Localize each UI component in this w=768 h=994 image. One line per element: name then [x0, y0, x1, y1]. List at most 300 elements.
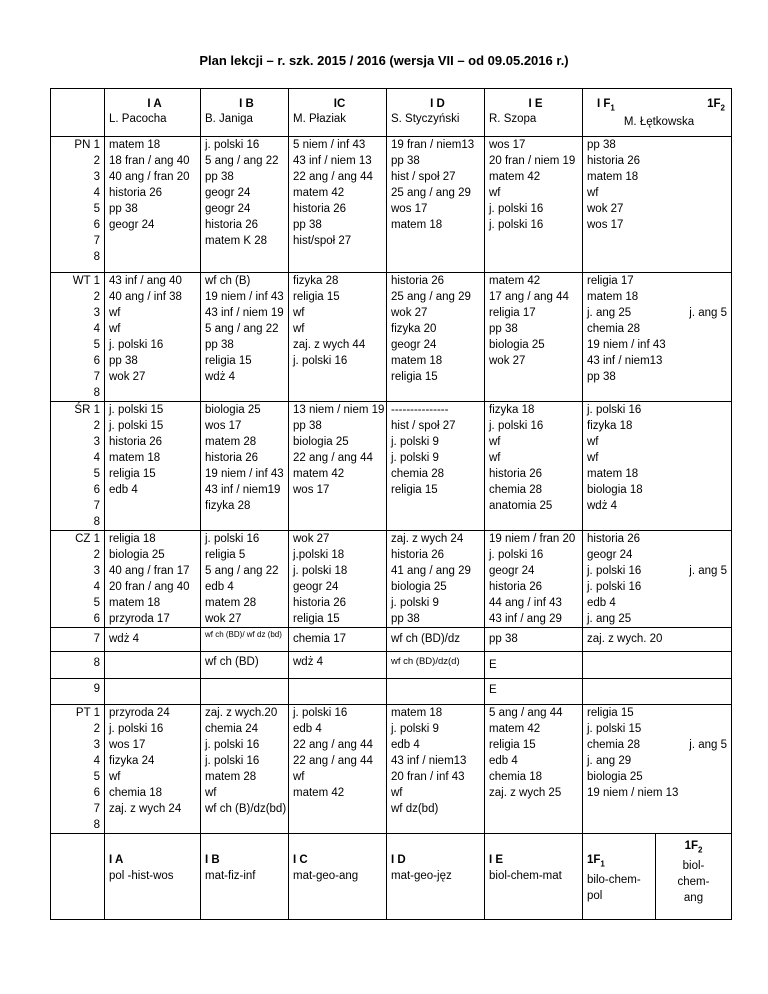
lesson-entry: matem 18: [391, 355, 443, 367]
lesson-entry: zaj. z wych 25: [489, 787, 562, 799]
day-block-sr: [51, 402, 732, 531]
lesson-entry: j. polski 16: [205, 533, 260, 545]
lesson-number: 2: [93, 420, 100, 432]
lesson-entry: matem 18: [391, 219, 443, 231]
footer-corner: [51, 834, 105, 920]
cell-cz7-IE: pp 38: [485, 628, 583, 652]
day-block-cz: [51, 531, 732, 628]
row-cz-9: [51, 679, 732, 705]
lesson-entry: edb 4: [489, 755, 518, 767]
lesson-entry: 5 niem / inf 43: [293, 139, 366, 151]
lesson-entry: historia 26: [109, 436, 163, 448]
lesson-entry: 40 ang / fran 17: [109, 565, 190, 577]
lesson-number: 3: [93, 307, 100, 319]
lesson-entry: wf: [293, 771, 305, 783]
lesson-number: 8: [93, 387, 100, 399]
lesson-number: 4: [93, 452, 100, 464]
lesson-entry: wok 27: [109, 371, 146, 383]
cell-pn-IE: [485, 137, 583, 273]
lesson-entry: fizyka 18: [489, 404, 535, 416]
lesson-number: 5: [93, 203, 100, 215]
cell-cz7-ID: wf ch (BD)/dz: [387, 628, 485, 652]
lesson-entry: j. polski 9: [391, 597, 439, 609]
lesson-entry: 41 ang / ang 29: [391, 565, 471, 577]
lesson-entry: chemia 18: [489, 771, 543, 783]
lesson-entry: 19 niem / niem 13: [587, 787, 679, 799]
lesson-entry: religia 15: [489, 739, 536, 751]
lesson-entry: 43 inf / ang 29: [489, 613, 562, 625]
lesson-entry: pp 38: [205, 339, 234, 351]
lesson-entry: 19 niem / inf 43: [205, 468, 284, 480]
lesson-entry: j. polski 16: [587, 565, 642, 577]
lesson-entry: matem 28: [205, 597, 257, 609]
lesson-entry: biologia 25: [109, 549, 165, 561]
lesson-entry: 18 fran / ang 40: [109, 155, 190, 167]
lesson-entry: geogr 24: [205, 203, 251, 215]
lesson-number: 3: [93, 739, 100, 751]
cell-wt-IC: [289, 273, 387, 402]
cell-cz-IA: [105, 531, 201, 628]
lesson-entry: biologia 25: [205, 404, 261, 416]
header-IE: I E R. Szopa: [485, 89, 583, 137]
lesson-entry: wos 17: [205, 420, 242, 432]
cell-pt-IF: [583, 705, 732, 834]
lesson-number: 4: [93, 755, 100, 767]
lesson-number: 6: [93, 613, 100, 625]
lesson-entry: j. polski 16: [109, 723, 164, 735]
lesson-entry: historia 26: [391, 549, 445, 561]
group-note: j. ang 5: [689, 307, 727, 319]
cell-cz8-IB: wf ch (BD): [201, 652, 289, 679]
lesson-entry: religia 15: [205, 355, 252, 367]
lesson-entry: matem 18: [587, 171, 639, 183]
day-cz: [51, 531, 105, 628]
lesson-entry: 40 ang / inf 38: [109, 291, 182, 303]
lesson-entry: chemia 28: [391, 468, 445, 480]
lesson-number: 7: [93, 500, 100, 512]
lesson-entry: religia 17: [587, 275, 634, 287]
lesson-number: 3: [93, 436, 100, 448]
cell-cz9-IE: E: [485, 679, 583, 705]
header-ID: I D S. Styczyński: [387, 89, 485, 137]
cell-cz9-ID: [387, 679, 485, 705]
lesson-number: 6: [93, 355, 100, 367]
header-IF: I $F_1$ $1F_2$ M. Łętkowska: [583, 89, 732, 137]
lesson-number: 8: [93, 516, 100, 528]
lesson-entry: hist / społ 27: [391, 171, 456, 183]
lesson-entry: geogr 24: [205, 187, 251, 199]
lesson-entry: hist/społ 27: [293, 235, 352, 247]
lesson-entry: chemia 28: [587, 323, 641, 335]
lesson-entry: j. polski 18: [293, 565, 348, 577]
day-pn: [51, 137, 105, 273]
lesson-entry: matem 28: [205, 771, 257, 783]
lesson-entry: geogr 24: [391, 339, 437, 351]
lesson-entry: j. ang 29: [587, 755, 632, 767]
lesson-number: 9: [51, 679, 105, 705]
cell-wt-ID: [387, 273, 485, 402]
lesson-entry: biologia 18: [587, 484, 643, 496]
lesson-number: 6: [93, 219, 100, 231]
lesson-number: 5: [93, 339, 100, 351]
lesson-entry: 19 niem / inf 43: [205, 291, 284, 303]
cell-cz8-IC: wdż 4: [289, 652, 387, 679]
cell-sr-IE: [485, 402, 583, 531]
lesson-entry: 20 fran / inf 43: [391, 771, 465, 783]
lesson-entry: fizyka 28: [205, 500, 251, 512]
lesson-entry: wf: [587, 187, 599, 199]
lesson-entry: j. polski 9: [391, 723, 439, 735]
lesson-entry: ---------------: [391, 404, 449, 416]
footer-IA: I A pol -hist-wos: [105, 834, 201, 920]
lesson-entry: 25 ang / ang 29: [391, 291, 471, 303]
lesson-entry: historia 26: [109, 187, 163, 199]
lesson-entry: biologia 25: [293, 436, 349, 448]
lesson-entry: zaj. z wych 24: [109, 803, 182, 815]
lesson-entry: religia 15: [293, 291, 340, 303]
lesson-number: 5: [93, 597, 100, 609]
lesson-entry: 19 fran / niem13: [391, 139, 475, 151]
lesson-number: 4: [93, 581, 100, 593]
footer-F2: $1F_2$ biol- chem- ang: [656, 834, 732, 920]
lesson-entry: religia 18: [109, 533, 156, 545]
lesson-number: 5: [93, 771, 100, 783]
lesson-entry: j. polski 16: [587, 581, 642, 593]
cell-cz8-IA: [105, 652, 201, 679]
lesson-entry: religia 5: [205, 549, 246, 561]
lesson-entry: 20 fran / niem 19: [489, 155, 576, 167]
lesson-entry: geogr 24: [109, 219, 155, 231]
day-block-wt: [51, 273, 732, 402]
lesson-entry: matem 18: [391, 707, 443, 719]
lesson-entry: wos 17: [109, 739, 146, 751]
lesson-entry: 44 ang / inf 43: [489, 597, 562, 609]
lesson-entry: 19 niem / inf 43: [587, 339, 666, 351]
lesson-entry: j. polski 15: [109, 420, 164, 432]
lesson-entry: historia 26: [587, 155, 641, 167]
lesson-entry: pp 38: [293, 420, 322, 432]
lesson-entry: edb 4: [293, 723, 322, 735]
lesson-number: 7: [51, 628, 105, 652]
lesson-entry: historia 26: [205, 219, 259, 231]
lesson-entry: wf: [489, 187, 501, 199]
lesson-entry: fizyka 18: [587, 420, 633, 432]
lesson-entry: 22 ang / ang 44: [293, 452, 373, 464]
lesson-entry: chemia 28: [489, 484, 543, 496]
lesson-entry: 25 ang / ang 29: [391, 187, 471, 199]
lesson-entry: matem 18: [109, 597, 161, 609]
lesson-entry: 5 ang / ang 22: [205, 155, 279, 167]
lesson-entry: 17 ang / ang 44: [489, 291, 569, 303]
cell-pn-IF: [583, 137, 732, 273]
lesson-entry: wok 27: [293, 533, 330, 545]
cell-sr-IB: [201, 402, 289, 531]
lesson-entry: matem 18: [587, 291, 639, 303]
lesson-entry: wf: [587, 452, 599, 464]
lesson-entry: wos 17: [489, 139, 526, 151]
lesson-entry: wf: [489, 452, 501, 464]
lesson-entry: pp 38: [109, 203, 138, 215]
footer-IC: I C mat-geo-ang: [289, 834, 387, 920]
lesson-entry: j. polski 16: [489, 420, 544, 432]
lesson-entry: j. ang 25: [587, 307, 632, 319]
cell-pn-ID: [387, 137, 485, 273]
cell-cz9-IB: [201, 679, 289, 705]
lesson-entry: j. polski 16: [489, 549, 544, 561]
day-label: WT 1: [72, 275, 100, 287]
lesson-entry: wf: [109, 307, 121, 319]
lesson-entry: 5 ang / ang 44: [489, 707, 563, 719]
lesson-entry: edb 4: [587, 597, 616, 609]
lesson-entry: wf dz(bd): [391, 803, 439, 815]
lesson-entry: 43 inf / niem13: [587, 355, 663, 367]
lesson-entry: 13 niem / niem 19: [293, 404, 385, 416]
cell-pn-IB: [201, 137, 289, 273]
lesson-number: 8: [93, 251, 100, 263]
lesson-entry: j. polski 15: [587, 723, 642, 735]
lesson-entry: religia 15: [391, 371, 438, 383]
lesson-entry: matem 18: [587, 468, 639, 480]
cell-wt-IB: [201, 273, 289, 402]
lesson-entry: hist / społ 27: [391, 420, 456, 432]
lesson-entry: fizyka 24: [109, 755, 155, 767]
cell-pt-IB: [201, 705, 289, 834]
cell-cz9-IF: [583, 679, 732, 705]
lesson-number: 2: [93, 291, 100, 303]
lesson-entry: historia 26: [293, 597, 347, 609]
lesson-entry: pp 38: [587, 371, 616, 383]
lesson-entry: chemia 28: [587, 739, 641, 751]
lesson-entry: religia 15: [293, 613, 340, 625]
lesson-entry: wf: [587, 436, 599, 448]
lesson-entry: religia 17: [489, 307, 536, 319]
lesson-entry: pp 38: [109, 355, 138, 367]
day-label: CZ 1: [75, 533, 100, 545]
day-block-pt: [51, 705, 732, 834]
cell-cz7-IA: wdż 4: [105, 628, 201, 652]
lesson-entry: wf: [391, 787, 403, 799]
lesson-entry: chemia 24: [205, 723, 259, 735]
lesson-number: 3: [93, 171, 100, 183]
page-title: Plan lekcji – r. szk. 2015 / 2016 (wersja VII – od 09.05.2016 r.): [199, 53, 569, 68]
lesson-entry: j. polski 16: [205, 739, 260, 751]
lesson-entry: wdż 4: [587, 500, 618, 512]
lesson-entry: j.polski 18: [293, 549, 345, 561]
lesson-entry: 22 ang / ang 44: [293, 171, 373, 183]
lesson-entry: wos 17: [391, 203, 428, 215]
cell-sr-IC: [289, 402, 387, 531]
header-row: [51, 89, 732, 137]
lesson-entry: matem 42: [489, 171, 541, 183]
lesson-entry: religia 15: [587, 707, 634, 719]
lesson-entry: matem 42: [489, 723, 541, 735]
lesson-entry: przyroda 24: [109, 707, 170, 719]
cell-wt-IF: [583, 273, 732, 402]
day-label: ŚR 1: [74, 404, 100, 416]
lesson-entry: 22 ang / ang 44: [293, 739, 373, 751]
lesson-entry: 40 ang / fran 20: [109, 171, 190, 183]
lesson-entry: j. polski 16: [205, 139, 260, 151]
cell-pt-IE: [485, 705, 583, 834]
cell-pt-IC: [289, 705, 387, 834]
lesson-entry: wf ch (B)/dz(bd): [205, 803, 287, 815]
lesson-entry: 43 inf / niem 19: [205, 307, 284, 319]
lesson-entry: fizyka 20: [391, 323, 437, 335]
group-note: j. ang 5: [689, 739, 727, 751]
header-IA: I A L. Pacocha: [105, 89, 201, 137]
lesson-entry: wf: [489, 436, 501, 448]
lesson-entry: geogr 24: [293, 581, 339, 593]
cell-cz-ID: [387, 531, 485, 628]
lesson-entry: wos 17: [587, 219, 624, 231]
lesson-entry: 19 niem / fran 20: [489, 533, 576, 545]
lesson-number: 2: [93, 155, 100, 167]
lesson-entry: wf ch (B): [205, 275, 251, 287]
lesson-entry: matem K 28: [205, 235, 267, 247]
lesson-entry: edb 4: [109, 484, 138, 496]
lesson-entry: chemia 18: [109, 787, 163, 799]
lesson-entry: pp 38: [391, 155, 420, 167]
lesson-number: 6: [93, 484, 100, 496]
lesson-entry: geogr 24: [489, 565, 535, 577]
lesson-entry: wf: [293, 307, 305, 319]
cell-cz8-IF: [583, 652, 732, 679]
lesson-entry: historia 26: [489, 468, 543, 480]
lesson-number: 2: [93, 723, 100, 735]
lesson-entry: edb 4: [391, 739, 420, 751]
lesson-entry: fizyka 28: [293, 275, 339, 287]
lesson-entry: biologia 25: [587, 771, 643, 783]
lesson-entry: historia 26: [205, 452, 259, 464]
cell-cz-IB: [201, 531, 289, 628]
cell-pn-IC: [289, 137, 387, 273]
day-pt: [51, 705, 105, 834]
lesson-entry: j. polski 16: [489, 203, 544, 215]
cell-cz7-IC: chemia 17: [289, 628, 387, 652]
lesson-entry: historia 26: [391, 275, 445, 287]
footer-F1: $1F_1$ bilo-chem-pol: [583, 834, 656, 920]
lesson-number: 8: [51, 652, 105, 679]
lesson-entry: matem 42: [293, 187, 345, 199]
cell-cz7-IB: wf ch (BD)/ wf dz (bd): [201, 628, 289, 652]
lesson-entry: przyroda 17: [109, 613, 170, 625]
lesson-number: 2: [93, 549, 100, 561]
cell-cz-IC: [289, 531, 387, 628]
day-label: PT 1: [75, 707, 100, 719]
day-wt: [51, 273, 105, 402]
timetable: [50, 88, 732, 920]
lesson-entry: edb 4: [205, 581, 234, 593]
lesson-entry: wok 27: [391, 307, 428, 319]
lesson-entry: wok 27: [205, 613, 242, 625]
row-cz-7: [51, 628, 732, 652]
lesson-entry: wok 27: [587, 203, 624, 215]
lesson-entry: biologia 25: [391, 581, 447, 593]
lesson-entry: 5 ang / ang 22: [205, 323, 279, 335]
lesson-entry: 20 fran / ang 40: [109, 581, 190, 593]
cell-pt-ID: [387, 705, 485, 834]
lesson-entry: 5 ang / ang 22: [205, 565, 279, 577]
lesson-entry: 43 inf / niem13: [391, 755, 467, 767]
corner-cell: [51, 89, 105, 137]
header-IC: IC M. Płaziak: [289, 89, 387, 137]
lesson-number: 7: [93, 803, 100, 815]
lesson-entry: 43 inf / ang 40: [109, 275, 182, 287]
lesson-entry: 22 ang / ang 44: [293, 755, 373, 767]
lesson-entry: matem 42: [293, 468, 345, 480]
cell-sr-ID: [387, 402, 485, 531]
lesson-entry: j. polski 16: [293, 355, 348, 367]
cell-cz9-IC: [289, 679, 387, 705]
lesson-entry: matem 18: [109, 452, 161, 464]
lesson-entry: pp 38: [587, 139, 616, 151]
lesson-entry: pp 38: [391, 613, 420, 625]
lesson-entry: matem 18: [109, 139, 161, 151]
day-block-pn: [51, 137, 732, 273]
day-label: PN 1: [74, 139, 100, 151]
lesson-entry: wdż 4: [205, 371, 236, 383]
lesson-entry: matem 42: [293, 787, 345, 799]
lesson-entry: wf: [109, 771, 121, 783]
row-cz-8: [51, 652, 732, 679]
cell-sr-IA: [105, 402, 201, 531]
lesson-entry: biologia 25: [489, 339, 545, 351]
lesson-entry: religia 15: [391, 484, 438, 496]
lesson-entry: j. polski 16: [205, 755, 260, 767]
lesson-entry: historia 26: [489, 581, 543, 593]
lesson-entry: j. polski 15: [109, 404, 164, 416]
cell-wt-IE: [485, 273, 583, 402]
lesson-entry: anatomia 25: [489, 500, 553, 512]
lesson-entry: matem 28: [205, 436, 257, 448]
lesson-number: 6: [93, 787, 100, 799]
lesson-entry: historia 26: [587, 533, 641, 545]
lesson-entry: j. polski 9: [391, 436, 439, 448]
lesson-entry: wok 27: [489, 355, 526, 367]
cell-cz8-ID: wf ch (BD)/dz(d): [387, 652, 485, 679]
group-note: j. ang 5: [689, 565, 727, 577]
lesson-entry: pp 38: [205, 171, 234, 183]
lesson-entry: j. polski 16: [293, 707, 348, 719]
cell-pn-IA: [105, 137, 201, 273]
lesson-entry: j. polski 16: [489, 219, 544, 231]
lesson-number: 7: [93, 371, 100, 383]
lesson-entry: matem 42: [489, 275, 541, 287]
lesson-entry: j. polski 16: [109, 339, 164, 351]
lesson-number: 4: [93, 323, 100, 335]
lesson-number: 7: [93, 235, 100, 247]
lesson-entry: pp 38: [489, 323, 518, 335]
lesson-entry: zaj. z wych.20: [205, 707, 278, 719]
cell-cz9-IA: [105, 679, 201, 705]
lesson-entry: religia 15: [109, 468, 156, 480]
cell-cz-IF: [583, 531, 732, 628]
cell-cz8-IE: E: [485, 652, 583, 679]
header-IB: I B B. Janiga: [201, 89, 289, 137]
lesson-entry: pp 38: [293, 219, 322, 231]
lesson-entry: wos 17: [293, 484, 330, 496]
lesson-entry: zaj. z wych 24: [391, 533, 464, 545]
lesson-entry: j. ang 25: [587, 613, 632, 625]
lesson-entry: 43 inf / niem19: [205, 484, 281, 496]
cell-cz-IE: [485, 531, 583, 628]
day-sr: [51, 402, 105, 531]
lesson-number: 8: [93, 819, 100, 831]
lesson-entry: j. polski 9: [391, 452, 439, 464]
lesson-entry: wf: [205, 787, 217, 799]
lesson-number: 5: [93, 468, 100, 480]
lesson-entry: zaj. z wych 44: [293, 339, 366, 351]
